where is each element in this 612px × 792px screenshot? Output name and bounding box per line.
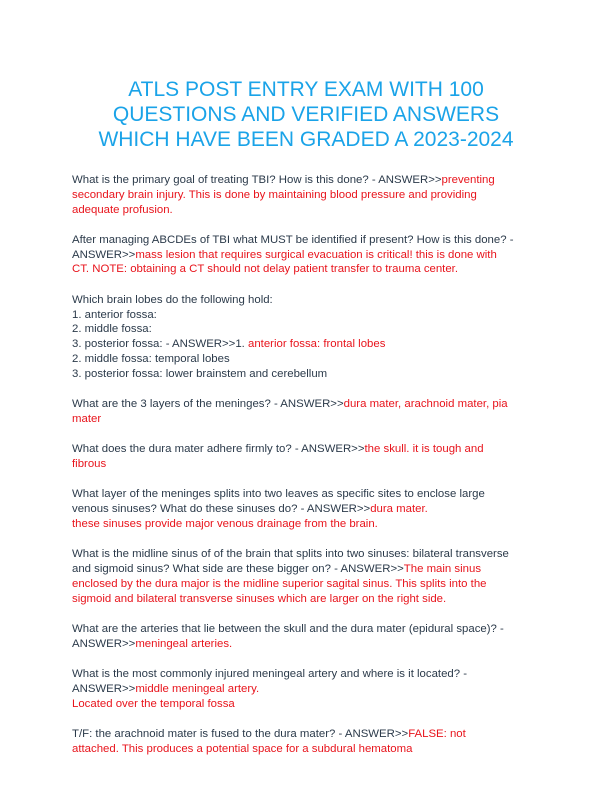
- qa-line: [72, 487, 544, 502]
- answer-text: Located over the temporal fossa: [72, 697, 235, 710]
- answer-text: these sinuses provide major venous drainage from the brain.: [72, 517, 378, 530]
- question-text: 1. anterior fossa:: [72, 308, 157, 321]
- qa-line: [72, 622, 544, 637]
- qa-item: [72, 442, 544, 472]
- qa-line: [72, 203, 544, 218]
- question-text: What are the arteries that lie between the skull and the dura mater (epidural space)? -: [72, 622, 504, 635]
- qa-line: [72, 352, 544, 367]
- qa-item: [72, 397, 544, 427]
- qa-line: [72, 637, 544, 652]
- qa-line: [72, 233, 544, 248]
- qa-line: [72, 442, 544, 457]
- title-line: ATLS POST ENTRY EXAM WITH 100: [128, 78, 484, 101]
- qa-item: [72, 173, 544, 217]
- answer-text: preventing: [441, 174, 495, 186]
- answer-text: mass lesion that requires surgical evacuation is critical! this is done with: [135, 248, 497, 261]
- answer-text: dura mater.: [370, 503, 428, 516]
- qa-line: [72, 308, 544, 323]
- qa-line: [72, 727, 544, 742]
- answer-text: adequate profusion.: [72, 203, 173, 216]
- answer-text: enclosed by the dura major is the midline superior sagital sinus. This splits into the: [72, 577, 487, 590]
- answer-text: CT. NOTE: obtaining a CT should not delay patient transfer to trauma center.: [72, 263, 459, 276]
- question-text: 3. posterior fossa: - ANSWER>>1.: [72, 338, 248, 351]
- qa-line: [72, 562, 544, 577]
- answer-text: anterior fossa: frontal lobes: [248, 338, 386, 351]
- qa-item: [72, 727, 544, 757]
- qa-line: [72, 293, 544, 308]
- answer-text: FALSE: not: [408, 727, 466, 740]
- answer-text: the skull. it is tough and: [364, 443, 484, 456]
- qa-line: [72, 173, 544, 188]
- qa-item: [72, 667, 544, 711]
- title-line: WHICH HAVE BEEN GRADED A 2023-2024: [98, 128, 514, 151]
- answer-text: attached. This produces a potential space for a subdural hematoma: [72, 742, 413, 755]
- qa-line: [72, 188, 544, 203]
- answer-text: meningeal arteries.: [135, 637, 233, 650]
- question-text: After managing ABCDEs of TBI what MUST be identified if present? How is this done? -: [72, 233, 514, 246]
- question-text: What is the primary goal of treating TBI? How is this done? - ANSWER>>: [72, 174, 442, 186]
- qa-line: [72, 457, 544, 472]
- answer-text: secondary brain injury. This is done by maintaining blood pressure and providing: [72, 188, 477, 201]
- qa-line: [72, 592, 544, 607]
- answer-text: middle meningeal artery.: [135, 682, 260, 695]
- question-text: What is the most commonly injured meningeal artery and where is it located? -: [72, 667, 468, 680]
- answer-text: The main sinus: [403, 562, 482, 575]
- qa-line: [72, 397, 544, 412]
- qa-line: [72, 517, 544, 532]
- qa-line: [72, 547, 544, 562]
- question-text: venous sinuses? What do these sinuses do? - ANSWER>>: [72, 503, 371, 516]
- qa-item: [72, 293, 544, 382]
- qa-line: [72, 682, 544, 697]
- qa-line: [72, 337, 544, 352]
- answer-text: fibrous: [72, 457, 107, 470]
- qa-line: [72, 412, 544, 427]
- question-text: ANSWER>>: [72, 637, 136, 650]
- question-text: 3. posterior fossa: lower brainstem and cerebellum: [72, 367, 328, 380]
- question-text: What layer of the meninges splits into two leaves as specific sites to enclose large: [72, 488, 485, 501]
- question-text: T/F: the arachnoid mater is fused to the dura mater? - ANSWER>>: [72, 727, 409, 740]
- qa-line: [72, 262, 544, 277]
- qa-line: [72, 667, 544, 682]
- question-text: ANSWER>>: [72, 248, 136, 261]
- question-text: 2. middle fossa:: [72, 323, 152, 336]
- qa-line: [72, 502, 544, 517]
- question-text: What are the 3 layers of the meninges? - ANSWER>>: [72, 398, 344, 411]
- question-text: What does the dura mater adhere firmly to? - ANSWER>>: [72, 443, 365, 456]
- qa-list: [72, 173, 544, 772]
- qa-item: [72, 487, 544, 531]
- qa-line: [72, 367, 544, 382]
- qa-line: [72, 697, 544, 712]
- answer-text: sigmoid and bilateral transverse sinuses which are larger on the right side.: [72, 592, 447, 605]
- answer-text: mater: [72, 412, 102, 425]
- question-text: and sigmoid sinus? What side are these bigger on? - ANSWER>>: [72, 562, 404, 575]
- question-text: What is the midline sinus of of the brain that splits into two sinuses: bilateral transverse: [72, 548, 509, 561]
- qa-item: [72, 547, 544, 606]
- title-line: QUESTIONS AND VERIFIED ANSWERS: [112, 103, 500, 126]
- qa-line: [72, 248, 544, 263]
- answer-text: dura mater, arachnoid mater, pia: [343, 398, 508, 411]
- qa-item: [72, 233, 544, 277]
- question-text: 2. middle fossa: temporal lobes: [72, 352, 230, 365]
- question-text: Which brain lobes do the following hold:: [72, 293, 273, 306]
- document-title: [40, 77, 572, 152]
- qa-line: [72, 577, 544, 592]
- qa-line: [72, 322, 544, 337]
- question-text: ANSWER>>: [72, 682, 136, 695]
- qa-item: [72, 622, 544, 652]
- qa-line: [72, 742, 544, 757]
